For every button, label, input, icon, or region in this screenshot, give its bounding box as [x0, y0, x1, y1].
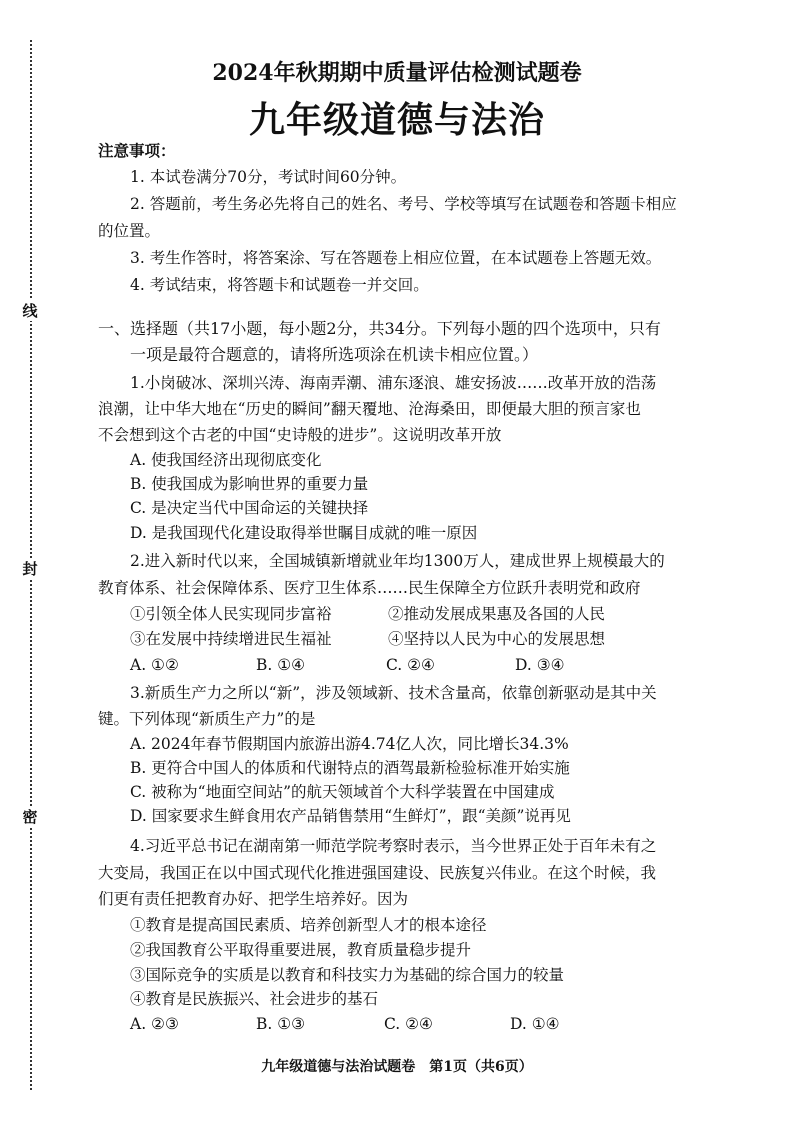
- note-item: 1. 本试卷满分70分，考试时间60分钟。: [130, 168, 407, 186]
- q3-option-a: A. 2024年春节假期国内旅游出游4.74亿人次，同比增长34.3%: [130, 735, 569, 753]
- q4-item: ④教育是民族振兴、社会进步的基石: [130, 990, 379, 1008]
- q1-option-c: C. 是决定当代中国命运的关键抉择: [130, 499, 369, 517]
- section-heading: 一、选择题（共17小题，每小题2分，共34分。下列每小题的四个选项中，只有: [98, 319, 661, 338]
- q3-option-c: C. 被称为“地面空间站”的航天领域首个大科学装置在中国建成: [130, 783, 555, 801]
- exam-title: 2024年秋期期中质量评估检测试题卷: [212, 60, 582, 86]
- q1-stem: 不会想到这个古老的中国“史诗般的进步”。这说明改革开放: [98, 426, 502, 444]
- note-item: 的位置。: [98, 222, 161, 240]
- note-item: 3. 考生作答时，将答案涂、写在答题卷上相应位置，在本试题卷上答题无效。: [130, 249, 662, 267]
- section-heading-cont: 一项是最符合题意的，请将所选项涂在机读卡相应位置。）: [130, 345, 539, 364]
- q1-stem: 1.小岗破冰、深圳兴涛、海南弄潮、浦东逐浪、雄安扬波……改革开放的浩荡: [130, 374, 657, 392]
- q4-stem: 们更有责任把教育办好、把学生培养好。因为: [98, 890, 409, 908]
- binding-char-line: 线: [22, 302, 38, 320]
- q4-option-a: A. ②③: [130, 1015, 179, 1033]
- subject-title: 九年级道德与法治: [248, 99, 545, 141]
- q4-stem: 4.习近平总书记在湖南第一师范学院考察时表示，当今世界正处于百年未有之: [130, 837, 657, 855]
- q4-item: ③国际竞争的实质是以教育和科技实力为基础的综合国力的较量: [130, 966, 565, 984]
- q2-item: ①引领全体人民实现同步富裕: [130, 605, 332, 623]
- q2-option-b: B. ①④: [256, 656, 306, 674]
- q1-stem: 浪潮，让中华大地在“历史的瞬间”翻天覆地、沧海桑田，即便最大胆的预言家也: [98, 400, 641, 418]
- q4-item: ②我国教育公平取得重要进展，教育质量稳步提升: [130, 941, 472, 959]
- binding-char-seal: 封: [22, 560, 38, 578]
- q1-option-d: D. 是我国现代化建设取得举世瞩目成就的唯一原因: [130, 524, 478, 542]
- q3-option-b: B. 更符合中国人的体质和代谢特点的酒驾最新检验标准开始实施: [130, 759, 570, 777]
- q4-option-d: D. ①④: [510, 1015, 560, 1033]
- binding-char-dense: 密: [22, 808, 38, 826]
- note-item: 4. 考试结束，将答题卡和试题卷一并交回。: [130, 276, 429, 294]
- q4-stem: 大变局，我国正在以中国式现代化推进强国建设、民族复兴伟业。在这个时候，我: [98, 864, 657, 882]
- q2-option-c: C. ②④: [386, 656, 435, 674]
- q2-stem: 2.进入新时代以来，全国城镇新增就业年均1300万人，建成世界上规模最大的: [130, 552, 665, 570]
- q2-stem: 教育体系、社会保障体系、医疗卫生体系……民生保障全方位跃升表明党和政府: [98, 579, 641, 597]
- q2-item: ④坚持以人民为中心的发展思想: [388, 630, 606, 648]
- page-footer: 九年级道德与法治试题卷 第1页（共6页）: [261, 1059, 533, 1075]
- q2-option-d: D. ③④: [515, 656, 565, 674]
- q3-stem: 3.新质生产力之所以“新”，涉及领域新、技术含量高，依靠创新驱动是其中关: [130, 684, 657, 702]
- q4-option-c: C. ②④: [384, 1015, 433, 1033]
- q4-item: ①教育是提高国民素质、培养创新型人才的根本途径: [130, 916, 487, 934]
- q2-item: ②推动发展成果惠及各国的人民: [388, 605, 606, 623]
- note-item: 2. 答题前，考生务必先将自己的姓名、考号、学校等填写在试题卷和答题卡相应: [130, 195, 677, 213]
- q1-option-a: A. 使我国经济出现彻底变化: [130, 451, 322, 469]
- q4-option-b: B. ①③: [256, 1015, 306, 1033]
- q3-option-d: D. 国家要求生鲜食用农产品销售禁用“生鲜灯”，跟“美颜”说再见: [130, 807, 571, 825]
- q1-option-b: B. 使我国成为影响世界的重要力量: [130, 475, 369, 493]
- q3-stem: 键。下列体现“新质生产力”的是: [98, 710, 316, 728]
- q2-option-a: A. ①②: [130, 656, 179, 674]
- q2-item: ③在发展中持续增进民生福祉: [130, 630, 332, 648]
- notes-heading: 注意事项：: [98, 141, 176, 160]
